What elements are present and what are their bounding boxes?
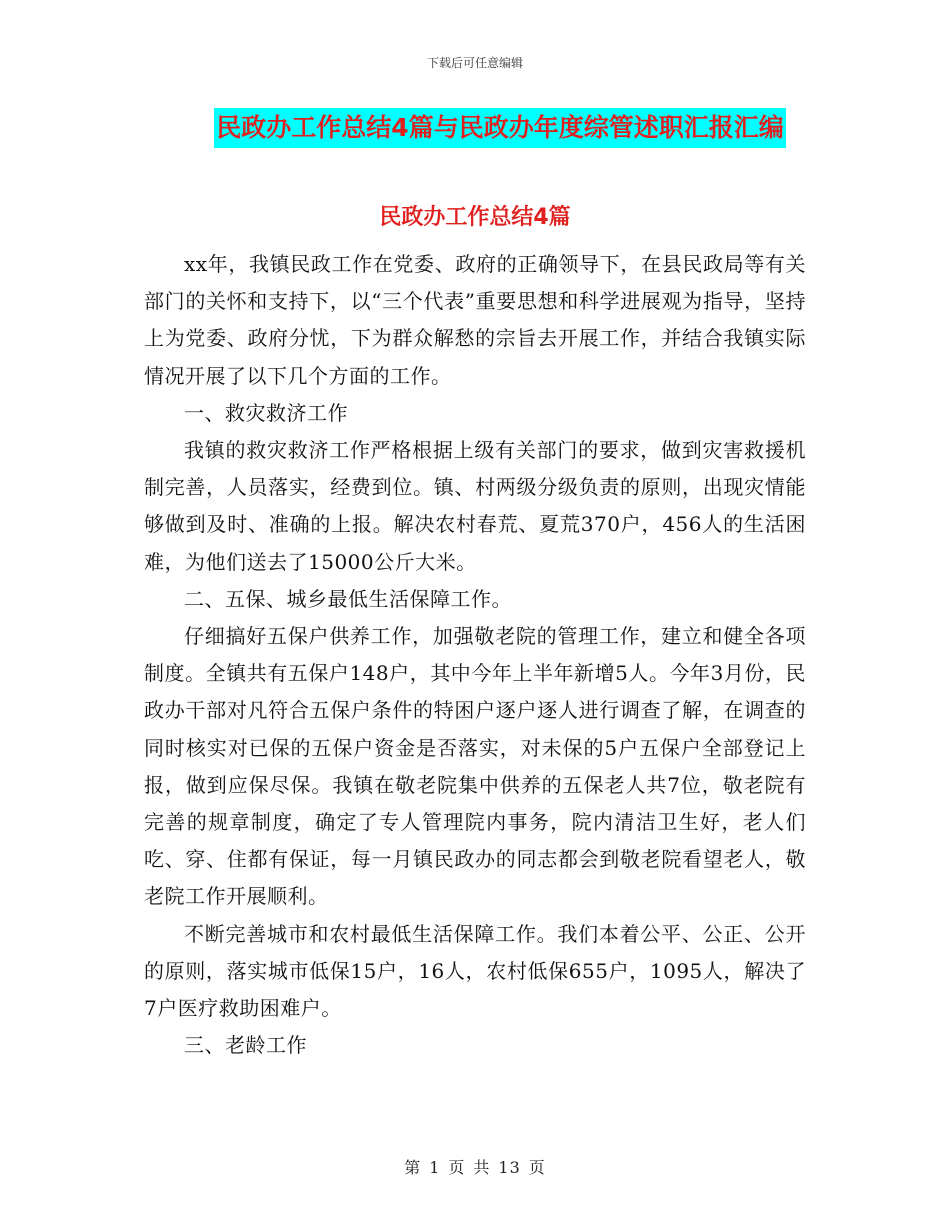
paragraph-minimum-living: 不断完善城市和农村最低生活保障工作。我们本着公平、公正、公开的原则，落实城市低保15户，16人，农村低保655户，1095人，解决了7户医疗救助困难户。 [144, 921, 806, 1021]
footer-total-label: 共 [473, 1158, 491, 1177]
heading-disaster-relief: 一、救灾救济工作 [184, 400, 348, 425]
paragraph-intro: xx年，我镇民政工作在党委、政府的正确领导下，在县民政局等有关部门的关怀和支持下，以“三个代表”重要思想和科学进展观为指导，坚持上为党委、政府分忧，下为群众解愁的宗旨去开展工作，并结合我镇实际情况开展了以下几个方面的工作。 [144, 252, 806, 388]
section-title: 民政办工作总结4篇 [379, 205, 571, 230]
main-title-container [0, 108, 950, 148]
paragraph-five-guarantees: 仔细搞好五保户供养工作，加强敬老院的管理工作，建立和健全各项制度。全镇共有五保户148户，其中今年上半年新增5人。今年3月份，民政办干部对凡符合五保户条件的特困户逐户逐人进行调查了解，在调查的同时核实对已保的五保户资金是否落实，对未保的5户五保户全部登记上报，做到应保尽保。我镇在敬老院集中供养的五保老人共7位，敬老院有完善的规章制度，确定了专人管理院内事务，院内清洁卫生好，老人们吃、穿、住都有保证，每一月镇民政办的同志都会到敬老院看望老人，敬老院工作开展顺利。 [144, 624, 806, 909]
heading-five-guarantees: 二、五保、城乡最低生活保障工作。 [184, 586, 512, 611]
footer-suffix: 页 [528, 1158, 546, 1177]
footer-current-page: 1 [429, 1158, 441, 1177]
footer-prefix: 第 [404, 1158, 422, 1177]
paragraph-disaster-relief: 我镇的救灾救济工作严格根据上级有关部门的要求，做到灾害救援机制完善，人员落实，经费到位。镇、村两级分级负责的原则，出现灾情能够做到及时、准确的上报。解决农村春荒、夏荒370户，456人的生活困难，为他们送去了15000公斤大米。 [144, 438, 806, 574]
footer-total-pages: 13 [498, 1158, 521, 1177]
page-footer [0, 1155, 950, 1178]
heading-elderly-work: 三、老龄工作 [184, 1033, 307, 1058]
header-note: 下载后可任意编辑 [426, 56, 523, 70]
document-body [144, 246, 806, 1064]
footer-page-label: 页 [448, 1158, 466, 1177]
main-title: 民政办工作总结4篇与民政办年度综管述职汇报汇编 [214, 108, 785, 148]
